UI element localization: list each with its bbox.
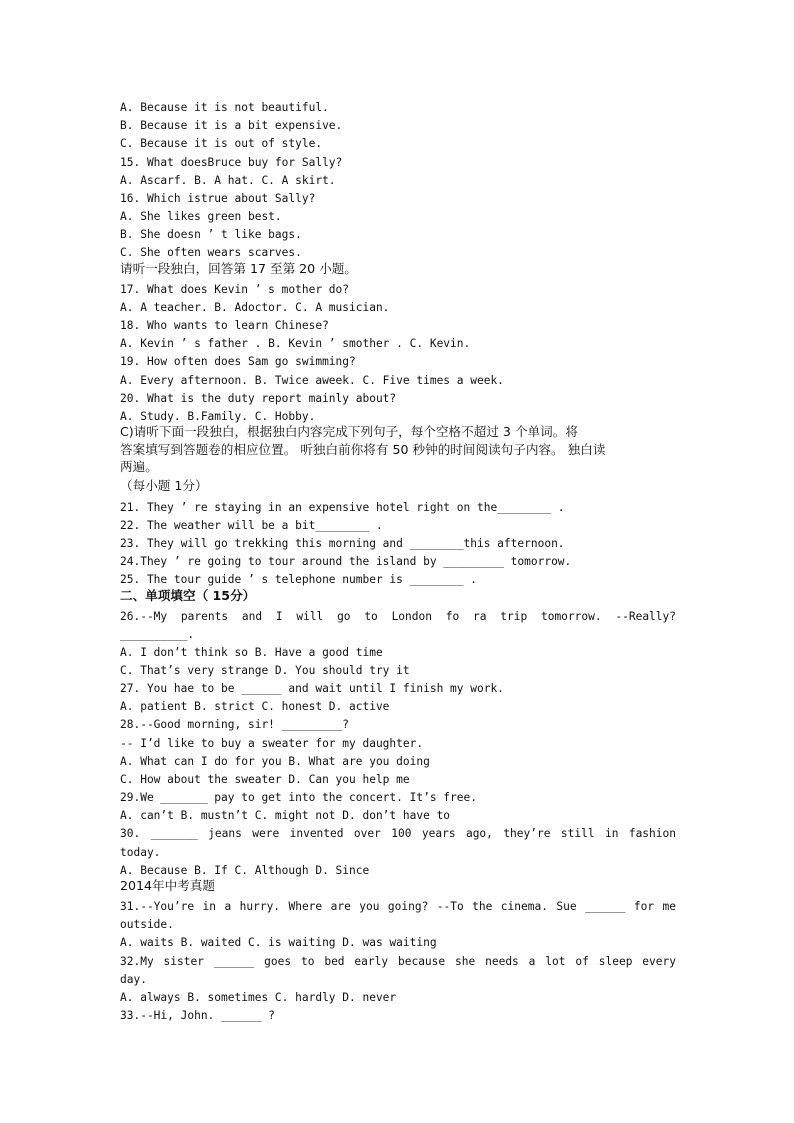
question-line: 16. Which istrue about Sally? [120,192,316,205]
option-line: A. Because it is not beautiful. [120,101,329,114]
question-line: 30. _______ jeans were invented over 100 years ago, they’re still in fashion [120,827,676,840]
section-instruction: （每小题 1分） [120,478,208,493]
question-line: 24.They ’ re going to tour around the island by _________ tomorrow. [120,555,572,568]
question-line: 20. What is the duty report mainly about? [120,392,397,405]
option-line: A. I don’t think so B. Have a good time [120,646,383,659]
answer-blank: __________. [120,628,195,641]
question-line: 31.--You’re in a hurry. Where are you going? --To the cinema. Sue ______ for me [120,900,676,913]
option-line: A. Every afternoon. B. Twice aweek. C. Five times a week. [120,374,504,387]
option-line: B. She doesn ’ t like bags. [120,228,302,241]
question-line: 25. The tour guide ’ s telephone number is ________ . [120,573,477,586]
question-line: 33.--Hi, John. ______ ? [120,1009,275,1022]
option-line: A. can’t B. mustn’t C. might not D. don’t have to [120,809,451,822]
question-line: 21. They ’ re staying in an expensive hotel right on the________ . [120,501,565,514]
question-line: 27. You hae to be ______ and wait until I finish my work. [120,682,504,695]
question-line: 19. How often does Sam go swimming? [120,355,356,368]
question-continuation: today. [120,846,161,859]
option-line: C. That’s very strange D. You should try it [120,664,410,677]
section-instruction: 答案填写到答题卷的相应位置。 听独白前你将有 50 秒钟的时间阅读句子内容。 独白读 [120,442,606,457]
question-line: 18. Who wants to learn Chinese? [120,319,329,332]
question-continuation: day. [120,973,147,986]
question-line: 28.--Good morning, sir! _________? [120,718,350,731]
question-line: 26.--My parents and I will go to London fo ra trip tomorrow. --Really? [120,610,676,623]
question-line: 22. The weather will be a bit________ . [120,519,383,532]
section-instruction: 请听一段独白，回答第 17 至第 20 小题。 [120,261,357,276]
question-line: 23. They will go trekking this morning and ________this afternoon. [120,537,565,550]
option-line: A. Ascarf. B. A hat. C. A skirt. [120,174,336,187]
option-line: A. waits B. waited C. is waiting D. was waiting [120,936,437,949]
option-line: A. What can I do for you B. What are you doing [120,755,430,768]
question-line: 32.My sister ______ goes to bed early because she needs a lot of sleep every [120,955,676,968]
option-line: A. She likes green best. [120,210,282,223]
option-line: A. Study. B.Family. C. Hobby. [120,410,316,423]
question-line: 29.We _______ pay to get into the concert. It’s free. [120,791,477,804]
option-line: A. always B. sometimes C. hardly D. never [120,991,397,1004]
option-line: A. Because B. If C. Although D. Since [120,864,370,877]
section-instruction: 两遍。 [120,459,158,474]
option-line: A. Kevin ’ s father . B. Kevin ’ smother . C. Kevin. [120,337,471,350]
question-line: 17. What does Kevin ’ s mother do? [120,283,350,296]
option-line: B. Because it is a bit expensive. [120,119,343,132]
section-heading: 二、单项填空（ 15分） [120,588,256,603]
source-note: 2014年中考真题 [120,878,216,893]
option-line: C. She often wears scarves. [120,246,302,259]
section-instruction: C)请听下面一段独白，根据独白内容完成下列句子，每个空格不超过 3 个单词。将 [120,424,578,439]
question-line: 15. What doesBruce buy for Sally? [120,156,343,169]
option-line: C. Because it is out of style. [120,137,323,150]
dialogue-line: -- I’d like to buy a sweater for my daughter. [120,737,424,750]
option-line: A. A teacher. B. Adoctor. C. A musician. [120,301,390,314]
option-line: C. How about the sweater D. Can you help me [120,773,410,786]
option-line: A. patient B. strict C. honest D. active [120,700,390,713]
question-continuation: outside. [120,918,174,931]
